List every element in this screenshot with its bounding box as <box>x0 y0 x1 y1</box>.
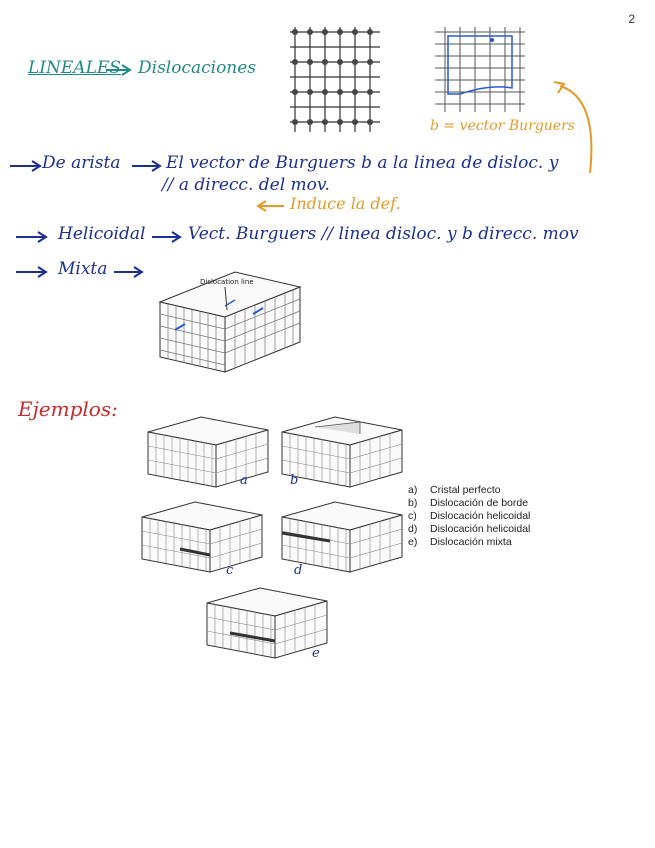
line-arista-bullet: De arista <box>42 153 121 173</box>
crystal-figure-c <box>140 497 265 577</box>
heading-dislocaciones: Dislocaciones <box>138 58 257 78</box>
burgers-note: b = vector Burguers <box>430 118 575 134</box>
line-arista-cont: // a direcc. del mov. <box>162 175 330 195</box>
figure-label-e: e <box>312 646 320 661</box>
arrow-icon <box>256 200 286 212</box>
legend-item: d) Dislocación helicoidal <box>408 523 531 535</box>
crystal-figure-b <box>280 412 405 492</box>
legend-item: a) Cristal perfecto <box>408 484 501 496</box>
figure-label-b: b <box>290 473 299 488</box>
arrow-icon <box>104 64 134 76</box>
bullet-arrow-icon <box>8 160 44 172</box>
legend-item: e) Dislocación mixta <box>408 536 512 548</box>
line-mixta-bullet: Mixta <box>58 259 108 279</box>
lattice-figure-edge <box>285 22 385 137</box>
arrow-icon <box>130 160 164 172</box>
arrow-icon <box>112 266 146 278</box>
bullet-arrow-icon <box>14 266 50 278</box>
heading-lineales: LINEALES <box>28 58 121 78</box>
legend-item: b) Dislocación de borde <box>408 497 529 509</box>
burgers-circuit-figure <box>430 22 530 117</box>
dislocation-line-label: Dislocation line <box>200 278 254 286</box>
bullet-arrow-icon <box>14 231 50 243</box>
line-arista-text: El vector de Burguers b a la linea de disloc. y <box>166 153 559 173</box>
figure-label-c: c <box>226 563 234 578</box>
figure-label-a: a <box>240 473 248 488</box>
examples-legend <box>408 484 530 549</box>
examples-title: Ejemplos: <box>18 397 118 421</box>
page-number: 2 <box>628 12 635 26</box>
arrow-icon <box>150 231 184 243</box>
figure-label-d: d <box>294 563 303 578</box>
line-helicoidal-bullet: Helicoidal <box>58 224 146 244</box>
legend-item: c) Dislocación helicoidal <box>408 510 531 522</box>
crystal-figure-a <box>146 412 271 492</box>
line-helicoidal-text: Vect. Burguers // linea disloc. y b direcc. mov <box>188 224 579 244</box>
line-arista-note: Induce la def. <box>290 194 401 213</box>
